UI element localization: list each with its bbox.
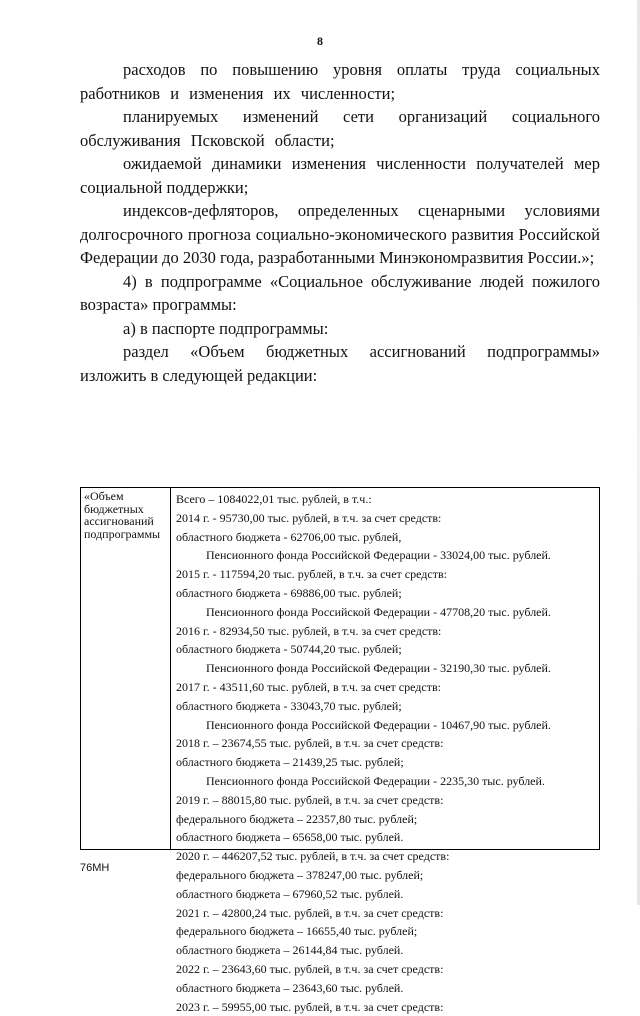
table-line: областного бюджета - 62706,00 тыс. рублей, [176, 529, 402, 544]
table-line: 2019 г. – 88015,80 тыс. рублей, в т.ч. за счет средств: [176, 792, 444, 807]
table-line: федерального бюджета – 16655,40 тыс. рублей; [176, 924, 418, 939]
table-line: 2015 г. - 117594,20 тыс. рублей, в т.ч. за счет средств: [176, 567, 447, 582]
paragraph: ожидаемой динамики изменения численности получателей мер социальной поддержки; [80, 154, 600, 197]
table-line: федерального бюджета – 22357,80 тыс. рублей; [176, 811, 418, 826]
table-line: областного бюджета – 67960,52 тыс. рублей. [176, 886, 404, 901]
table-line: областного бюджета - 33043,70 тыс. рублей; [176, 698, 402, 713]
table-line: областного бюджета – 21439,25 тыс. рублей; [176, 755, 404, 770]
table-line: областного бюджета - 50744,20 тыс. рублей; [176, 642, 402, 657]
table-line: 2022 г. – 23643,60 тыс. рублей, в т.ч. за счет средств: [176, 961, 444, 976]
table-line: Пенсионного фонда Российской Федерации - 10467,90 тыс. рублей. [206, 717, 551, 732]
table-line: Пенсионного фонда Российской Федерации - 2235,30 тыс. рублей. [206, 773, 545, 788]
table-line: 2023 г. – 59955,00 тыс. рублей, в т.ч. за счет средств: [176, 999, 444, 1014]
paragraph: планируемых изменений сети организаций социального обслуживания Псковской области; [80, 107, 600, 150]
table-line: 2018 г. – 23674,55 тыс. рублей, в т.ч. за счет средств: [176, 736, 444, 751]
table-line: областного бюджета – 26144,84 тыс. рублей. [176, 943, 404, 958]
table-line: 2021 г. – 42800,24 тыс. рублей, в т.ч. за счет средств: [176, 905, 444, 920]
table-line: 2020 г. – 446207,52 тыс. рублей, в т.ч. за счет средств: [176, 849, 450, 864]
table-line: 2016 г. - 82934,50 тыс. рублей, в т.ч. за счет средств: [176, 623, 442, 638]
table-line: областного бюджета – 65658,00 тыс. рублей. [176, 830, 404, 845]
table-line: Пенсионного фонда Российской Федерации - 33024,00 тыс. рублей. [206, 548, 551, 563]
table-line: федерального бюджета – 378247,00 тыс. рублей; [176, 867, 424, 882]
paragraph: расходов по повышению уровня оплаты труда социальных работников и изменения их численности; [80, 60, 600, 103]
page-number: 8 [317, 34, 323, 48]
paragraph: 4) в подпрограмме «Социальное обслуживание людей пожилого возраста» программы: [80, 271, 600, 314]
footer-code: 76МН [80, 862, 110, 874]
table-line: 2014 г. - 95730,00 тыс. рублей, в т.ч. за счет средств: [176, 510, 442, 525]
body-text [80, 58, 600, 387]
table-label-cell: «Объем бюджетных ассигнований подпрограммы [81, 488, 171, 849]
table-line: Всего – 1084022,01 тыс. рублей, в т.ч.: [176, 492, 372, 506]
table-line: областного бюджета – 23643,60 тыс. рублей. [176, 980, 404, 995]
table-value-cell [171, 488, 599, 1014]
table-line: 2017 г. - 43511,60 тыс. рублей, в т.ч. за счет средств: [176, 679, 441, 694]
paragraph: индексов-дефляторов, определенных сценарными условиями долгосрочного прогноза социально-экономического развития Российской Федерации до 2030 года, разработанными Минэкономразвития России.»; [80, 201, 600, 267]
paragraph: раздел «Объем бюджетных ассигнований подпрограммы» изложить в следующей редакции: [80, 342, 600, 385]
table-line: Пенсионного фонда Российской Федерации - 47708,20 тыс. рублей. [206, 604, 551, 619]
paragraph: а) в паспорте подпрограммы: [123, 318, 329, 338]
table-line: областного бюджета - 69886,00 тыс. рублей; [176, 585, 402, 600]
table-line: Пенсионного фонда Российской Федерации - 32190,30 тыс. рублей. [206, 661, 551, 676]
